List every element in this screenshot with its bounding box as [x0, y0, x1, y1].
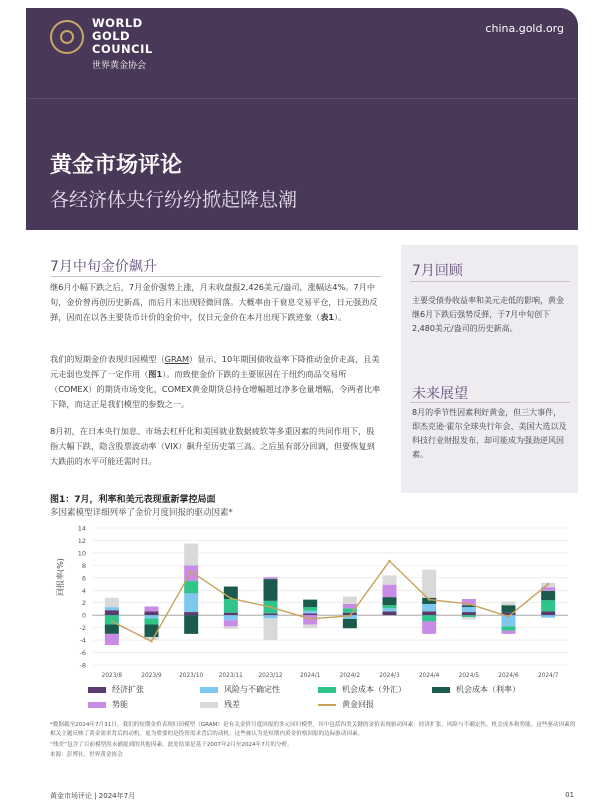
- gold-return-point: [190, 570, 192, 572]
- gold-return-point: [468, 603, 470, 605]
- legend-swatch: [88, 702, 106, 708]
- gram-link[interactable]: GRAM: [164, 354, 190, 364]
- chart-note-1: *数据截至2024年7月31日。我们的短期金价表现归因模型（GRAM）是有关金价月度回报的多元回归模型，其中包括四类关键的金价表现驱动因素：经济扩张、风险与不确定性、机会成本和势能。这些驱动因素的相关主题反映了黄金需求背后的动机。更为重要的是投资需求背后的动机。这些被认为是短期内黄金价格回报的边际驱动因素。: [50, 722, 576, 737]
- bar-segment: [541, 600, 555, 611]
- y-tick-label: 8: [81, 561, 86, 570]
- legend-item-opp-cost-rates: 机会成本（利率）: [432, 684, 520, 695]
- bar-segment: [383, 585, 397, 597]
- bar-segment: [502, 601, 516, 605]
- bar-segment: [422, 611, 436, 615]
- bar-segment: [462, 607, 476, 612]
- x-tick-label: 2024/6: [498, 673, 519, 679]
- gold-return-point: [150, 640, 152, 642]
- y-tick-label: 14: [77, 524, 86, 533]
- logo-chinese-name: 世界黄金协会: [92, 61, 147, 71]
- gold-return-point: [230, 597, 232, 599]
- bar-segment: [224, 615, 238, 620]
- bar-segment: [105, 607, 119, 610]
- sidebar-outlook-text: 8月的季节性因素利好黄金，但三大事件，即杰克逊·霍尔全球央行年会、美国大选以及科技行业财报发布，却可能成为强劲逆风因素。: [412, 408, 567, 459]
- gold-return-point: [269, 606, 271, 608]
- x-tick-label: 2024/2: [339, 673, 361, 679]
- bar-segment: [145, 611, 159, 615]
- page-number: 01: [565, 791, 574, 799]
- y-tick-label: -6: [79, 649, 86, 658]
- bar-segment: [422, 570, 436, 598]
- bar-segment: [105, 598, 119, 607]
- legend-item-momentum: 势能: [88, 699, 128, 710]
- y-tick-label: 4: [81, 586, 86, 595]
- x-tick-label: 2023/8: [101, 673, 123, 679]
- bar-segment: [462, 612, 476, 615]
- bar-segment: [422, 615, 436, 621]
- bar-segment: [184, 593, 198, 612]
- bar-segment: [105, 610, 119, 615]
- bar-segment: [303, 613, 317, 615]
- chart-subtitle: 多因素模型详细列举了金价月度回报的驱动因素*: [50, 508, 233, 518]
- gold-return-point: [111, 620, 113, 622]
- chart-canvas: [60, 520, 580, 685]
- gold-return-point: [428, 598, 430, 600]
- bar-segment: [184, 565, 198, 581]
- bar-segment: [224, 587, 238, 599]
- bar-segment: [264, 615, 278, 618]
- bar-segment: [264, 579, 278, 601]
- heading-divider: [50, 276, 382, 277]
- x-tick-label: 2023/12: [258, 673, 283, 679]
- bar-segment: [303, 625, 317, 629]
- section-heading: 7月中旬金价飙升: [50, 259, 157, 275]
- paragraph-2: 我们的短期金价表现归因模型（GRAM）显示，10年期国债收益率下降推动金价走高，且美元走弱也发挥了一定作用（图1）。而致使金价下跌的主要原因在于纽约商品交易所（COMEX）的期货市场变化，COMEX黄金期货总持仓增幅超过净多仓量增幅，令两者比率下降，而这正是我们模型的参数之一。: [50, 354, 381, 409]
- bar-segment: [541, 591, 555, 600]
- x-tick-label: 2023/10: [179, 673, 204, 679]
- bar-segment: [383, 608, 397, 611]
- page-subtitle: 各经济体央行纷纷掀起降息潮: [50, 189, 298, 211]
- x-tick-label: 2024/4: [418, 673, 440, 679]
- bar-segment: [303, 611, 317, 613]
- bar-segment: [184, 612, 198, 615]
- y-tick-label: 6: [81, 574, 86, 583]
- y-tick-label: -4: [79, 636, 86, 645]
- bar-segment: [541, 611, 555, 615]
- wgc-logo-icon: [50, 20, 84, 54]
- figure-ref[interactable]: 图1: [148, 369, 163, 379]
- legend-item-economic-expansion: 经济扩张: [88, 684, 144, 695]
- bar-segment: [184, 615, 198, 634]
- bar-segment: [224, 626, 238, 628]
- footer-text: 黄金市场评论 | 2024年7月: [50, 792, 136, 800]
- bar-segment: [383, 597, 397, 605]
- paragraph-1: 继6月小幅下跌之后，7月金价强势上涨，月末收盘报2,426美元/盎司，涨幅达4%。7月中旬，金价曾再创历史新高，而后月末出现轻微回落。大概率由于衰息交易平仓，日元强劲反弹，因而在以各主要货币计价的金价中，仅日元金价在本月出现下跌迹象（表1）。: [50, 282, 378, 322]
- sidebar-heading-review: 7月回顾: [412, 263, 463, 279]
- legend-item-opp-cost-fx: 机会成本（外汇）: [318, 684, 406, 695]
- gold-return-point: [547, 583, 549, 585]
- y-axis-label: 回报率(%): [56, 558, 65, 596]
- bar-segment: [422, 604, 436, 611]
- bar-segment: [303, 600, 317, 607]
- bar-segment: [502, 631, 516, 634]
- x-tick-label: 2024/1: [299, 673, 321, 679]
- x-tick-label: 2023/11: [218, 673, 243, 679]
- gold-return-point: [349, 615, 351, 617]
- bar-segment: [105, 625, 119, 634]
- bar-segment: [343, 597, 357, 604]
- bar-segment: [541, 615, 555, 617]
- y-tick-label: 2: [81, 599, 86, 608]
- logo-wordmark: WORLD GOLD COUNCIL: [92, 16, 153, 56]
- y-tick-label: 0: [81, 611, 86, 620]
- legend-swatch: [318, 687, 336, 693]
- bar-segment: [224, 620, 238, 626]
- bar-segment: [422, 621, 436, 633]
- y-tick-label: -2: [79, 624, 86, 633]
- legend-item-residual: 残差: [200, 699, 240, 710]
- x-tick-label: 2024/5: [458, 673, 480, 679]
- bar-segment: [462, 617, 476, 619]
- bar-segment: [343, 619, 357, 628]
- gold-return-point: [388, 560, 390, 562]
- legend-swatch: [432, 687, 450, 693]
- bar-segment: [224, 613, 238, 615]
- bar-segment: [383, 605, 397, 608]
- legend-swatch: [200, 702, 218, 708]
- legend-item-gold-return: 黄金回报: [318, 699, 374, 710]
- bar-segment: [145, 618, 159, 624]
- x-tick-label: 2024/3: [379, 673, 400, 679]
- chart-note-2: “残差”包含了目前模型尚未捕捉到的其他因素。此处结果是基于2007年2月至2024年7月的分析。: [50, 742, 293, 748]
- sidebar-review-text: 主要受债券收益率和美元走低的影响，黄金继6月下跌后强势反弹，于7月中旬创下2,480美元/盎司的历史新高。: [412, 296, 564, 333]
- bar-segment: [145, 625, 159, 637]
- bar-segment: [303, 607, 317, 611]
- legend-swatch: [88, 687, 106, 693]
- y-tick-label: 10: [77, 549, 86, 558]
- sidebar-heading-outlook: 未来展望: [412, 386, 468, 402]
- bar-segment: [264, 618, 278, 640]
- bar-segment: [184, 544, 198, 566]
- bar-segment: [264, 613, 278, 615]
- bar-segment: [145, 606, 159, 611]
- legend-item-risk: 风险与不确定性: [200, 684, 280, 695]
- gold-return-point: [309, 618, 311, 620]
- bar-segment: [184, 581, 198, 593]
- bar-segment: [462, 615, 476, 617]
- bar-segment: [383, 575, 397, 584]
- site-link[interactable]: china.gold.org: [485, 22, 564, 35]
- x-tick-label: 2023/9: [141, 673, 162, 679]
- sidebar-divider: [410, 281, 570, 282]
- bar-segment: [502, 626, 516, 630]
- table-ref[interactable]: 表1: [320, 312, 335, 322]
- paragraph-3: 8月初，在日本央行加息、市场去杠杆化和美国就业数据疲软等多重因素的共同作用下，股指大幅下跌，隐含股票波动率（VIX）飙升至历史第三高。之后虽有部分回调，但要恢复到大跌前的水平可能还需时日。: [50, 426, 375, 466]
- legend-swatch: [318, 704, 336, 706]
- y-tick-label: -8: [79, 661, 86, 670]
- gold-return-line: [112, 561, 548, 641]
- bar-segment: [105, 634, 119, 645]
- page-title: 黄金市场评论: [50, 153, 183, 178]
- gold-return-point: [507, 615, 509, 617]
- chart-title: 图1：7月，利率和美元表现重新掌控局面: [50, 495, 216, 505]
- bar-segment: [224, 599, 238, 613]
- bar-segment: [343, 604, 357, 608]
- y-tick-label: 12: [77, 536, 86, 545]
- bar-segment: [145, 615, 159, 618]
- chart-source: 来源：彭博社，世界黄金协会: [50, 752, 123, 758]
- sidebar-divider: [410, 402, 570, 403]
- legend-swatch: [200, 687, 218, 693]
- bar-segment: [264, 577, 278, 579]
- bar-segment: [383, 611, 397, 615]
- x-tick-label: 2024/7: [537, 673, 559, 679]
